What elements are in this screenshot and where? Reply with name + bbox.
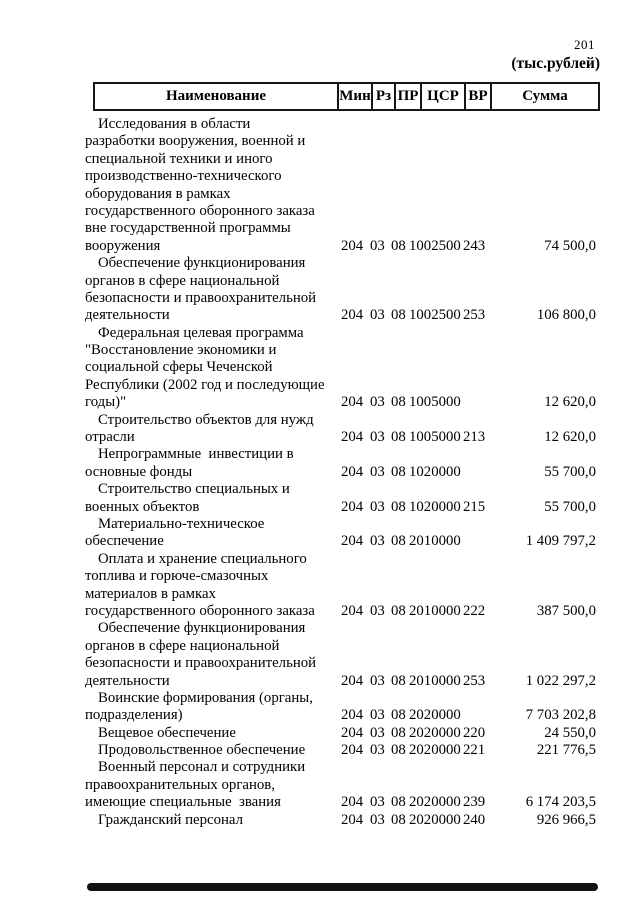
row-name-line: "Восстановление экономики и xyxy=(85,342,277,359)
code-vr: 253 xyxy=(463,307,486,324)
row-name-line: Воинские формирования (органы, xyxy=(98,689,313,706)
code-vr: 220 xyxy=(463,724,486,741)
code-rz: 03 xyxy=(370,237,385,254)
table-header xyxy=(93,82,600,111)
code-pr: 08 xyxy=(391,463,406,480)
row-name xyxy=(85,116,605,255)
row-name-line: Строительство специальных и xyxy=(98,481,290,498)
row-sum: 387 500,0 xyxy=(536,602,596,619)
row-sum: 55 700,0 xyxy=(544,498,596,515)
code-csr: 1002500 xyxy=(409,237,461,254)
table-row xyxy=(85,812,605,829)
row-name-line: органов в сфере национальной xyxy=(85,272,280,289)
table-row xyxy=(85,446,605,481)
code-csr: 1002500 xyxy=(409,307,461,324)
row-sum: 7 703 202,8 xyxy=(525,707,596,724)
row-name-line: Республики (2002 год и последующие xyxy=(85,376,325,393)
code-vr: 222 xyxy=(463,602,486,619)
table-row xyxy=(85,116,605,255)
code-min: 204 xyxy=(341,672,364,689)
row-sum: 1 022 297,2 xyxy=(525,672,596,689)
column-header-vr: ВР xyxy=(464,84,490,109)
row-name-line: органов в сфере национальной xyxy=(85,637,280,654)
row-name-line: имеющие специальные звания xyxy=(85,794,281,811)
code-rz: 03 xyxy=(370,742,385,759)
code-pr: 08 xyxy=(391,429,406,446)
code-vr: 239 xyxy=(463,794,486,811)
code-vr: 213 xyxy=(463,429,486,446)
code-rz: 03 xyxy=(370,602,385,619)
code-min: 204 xyxy=(341,811,364,828)
row-name-line: деятельности xyxy=(85,307,170,324)
row-name-line: Федеральная целевая программа xyxy=(98,324,304,341)
table-row xyxy=(85,742,605,759)
row-codes xyxy=(85,725,605,742)
row-name-line: государственного оборонного заказа xyxy=(85,202,315,219)
code-pr: 08 xyxy=(391,602,406,619)
code-pr: 08 xyxy=(391,794,406,811)
row-sum: 74 500,0 xyxy=(544,237,596,254)
code-csr: 2010000 xyxy=(409,533,461,550)
table-row xyxy=(85,325,605,412)
row-name-line: материалов в рамках xyxy=(85,585,216,602)
table-row xyxy=(85,620,605,690)
units-label: (тыс.рублей) xyxy=(511,55,600,72)
column-header-pr: ПР xyxy=(394,84,420,109)
table-row xyxy=(85,725,605,742)
code-rz: 03 xyxy=(370,463,385,480)
row-sum: 6 174 203,5 xyxy=(525,794,596,811)
row-sum: 926 966,5 xyxy=(536,811,596,828)
code-pr: 08 xyxy=(391,237,406,254)
row-name-line: Оплата и хранение специального xyxy=(98,550,307,567)
row-name-line: Материально-техническое xyxy=(98,515,265,532)
code-min: 204 xyxy=(341,724,364,741)
row-sum: 221 776,5 xyxy=(536,742,596,759)
row-name-line: Гражданский персонал xyxy=(98,811,243,828)
row-codes xyxy=(85,307,605,324)
row-codes xyxy=(85,429,605,446)
row-name-line: вооружения xyxy=(85,237,161,254)
code-rz: 03 xyxy=(370,533,385,550)
row-codes xyxy=(85,742,605,759)
code-csr: 2020000 xyxy=(409,794,461,811)
column-header-name: Наименование xyxy=(166,88,266,104)
row-name-line: Обеспечение функционирования xyxy=(98,620,306,637)
row-name-line: Строительство объектов для нужд xyxy=(98,411,314,428)
row-sum: 55 700,0 xyxy=(544,463,596,480)
code-min: 204 xyxy=(341,429,364,446)
code-min: 204 xyxy=(341,794,364,811)
row-sum: 12 620,0 xyxy=(544,394,596,411)
row-name-line: государственного оборонного заказа xyxy=(85,602,315,619)
scan-artifact-bar xyxy=(87,883,598,891)
column-header-rz: Рз xyxy=(371,84,394,109)
column-header-csr: ЦСР xyxy=(420,84,464,109)
table-row xyxy=(85,690,605,725)
code-vr: 253 xyxy=(463,672,486,689)
code-csr: 2020000 xyxy=(409,811,461,828)
code-pr: 08 xyxy=(391,707,406,724)
code-rz: 03 xyxy=(370,811,385,828)
code-csr: 2010000 xyxy=(409,672,461,689)
row-name-line: топлива и горюче-смазочных xyxy=(85,568,269,585)
code-vr: 221 xyxy=(463,742,486,759)
code-rz: 03 xyxy=(370,394,385,411)
code-min: 204 xyxy=(341,602,364,619)
row-codes xyxy=(85,464,605,481)
code-pr: 08 xyxy=(391,498,406,515)
table-row xyxy=(85,412,605,447)
row-sum: 24 550,0 xyxy=(544,724,596,741)
code-csr: 1020000 xyxy=(409,463,461,480)
code-min: 204 xyxy=(341,533,364,550)
row-name-line: военных объектов xyxy=(85,498,200,515)
row-codes xyxy=(85,499,605,516)
code-pr: 08 xyxy=(391,724,406,741)
code-min: 204 xyxy=(341,307,364,324)
code-min: 204 xyxy=(341,237,364,254)
row-name-line: годы)" xyxy=(85,394,127,411)
code-csr: 2020000 xyxy=(409,707,461,724)
table-row xyxy=(85,516,605,551)
code-vr: 243 xyxy=(463,237,486,254)
column-header-min: Мин xyxy=(337,84,371,109)
code-csr: 1020000 xyxy=(409,498,461,515)
code-vr: 240 xyxy=(463,811,486,828)
row-name-line: обеспечение xyxy=(85,533,164,550)
column-header-sum: Сумма xyxy=(490,84,598,109)
code-pr: 08 xyxy=(391,672,406,689)
row-codes xyxy=(85,603,605,620)
row-sum: 106 800,0 xyxy=(536,307,596,324)
row-name-line: подразделения) xyxy=(85,707,183,724)
code-min: 204 xyxy=(341,742,364,759)
table-body xyxy=(85,112,605,829)
code-rz: 03 xyxy=(370,794,385,811)
row-name-line: безопасности и правоохранительной xyxy=(85,655,317,672)
code-rz: 03 xyxy=(370,429,385,446)
row-name-line: Продовольственное обеспечение xyxy=(98,742,306,759)
row-name-line: отрасли xyxy=(85,429,135,446)
row-name-line: основные фонды xyxy=(85,463,193,480)
row-sum: 1 409 797,2 xyxy=(525,533,596,550)
row-name-line: безопасности и правоохранительной xyxy=(85,289,317,306)
code-min: 204 xyxy=(341,707,364,724)
table-row xyxy=(85,551,605,621)
code-csr: 1005000 xyxy=(409,394,461,411)
row-name-line: правоохранительных органов, xyxy=(85,776,275,793)
row-name-line: специальной техники и иного xyxy=(85,150,273,167)
code-csr: 2020000 xyxy=(409,724,461,741)
code-rz: 03 xyxy=(370,498,385,515)
code-rz: 03 xyxy=(370,724,385,741)
page-number: 201 xyxy=(574,37,595,52)
row-name-line: Обеспечение функционирования xyxy=(98,255,306,272)
row-name-line: Военный персонал и сотрудники xyxy=(98,759,306,776)
table-row xyxy=(85,759,605,811)
code-rz: 03 xyxy=(370,707,385,724)
code-csr: 1005000 xyxy=(409,429,461,446)
row-name-line: деятельности xyxy=(85,672,170,689)
row-name-line: Непрограммные инвестиции в xyxy=(98,446,294,463)
row-name-line: вне государственной программы xyxy=(85,220,291,237)
row-name-line: Исследования в области xyxy=(98,116,251,132)
code-pr: 08 xyxy=(391,742,406,759)
row-name-line: производственно-технического xyxy=(85,168,282,185)
row-name-line: социальной сферы Чеченской xyxy=(85,359,273,376)
code-pr: 08 xyxy=(391,394,406,411)
row-name-line: оборудования в рамках xyxy=(85,185,231,202)
code-vr: 215 xyxy=(463,498,486,515)
code-pr: 08 xyxy=(391,811,406,828)
code-csr: 2010000 xyxy=(409,602,461,619)
code-pr: 08 xyxy=(391,307,406,324)
table-row xyxy=(85,255,605,325)
code-rz: 03 xyxy=(370,307,385,324)
row-name-line: Вещевое обеспечение xyxy=(98,724,236,741)
code-min: 204 xyxy=(341,463,364,480)
row-name-line: разработки вооружения, военной и xyxy=(85,133,306,150)
code-csr: 2020000 xyxy=(409,742,461,759)
code-rz: 03 xyxy=(370,672,385,689)
row-sum: 12 620,0 xyxy=(544,429,596,446)
table-row xyxy=(85,481,605,516)
row-codes xyxy=(85,394,605,411)
code-min: 204 xyxy=(341,394,364,411)
code-pr: 08 xyxy=(391,533,406,550)
row-codes xyxy=(85,238,605,255)
row-codes xyxy=(85,812,605,829)
code-min: 204 xyxy=(341,498,364,515)
